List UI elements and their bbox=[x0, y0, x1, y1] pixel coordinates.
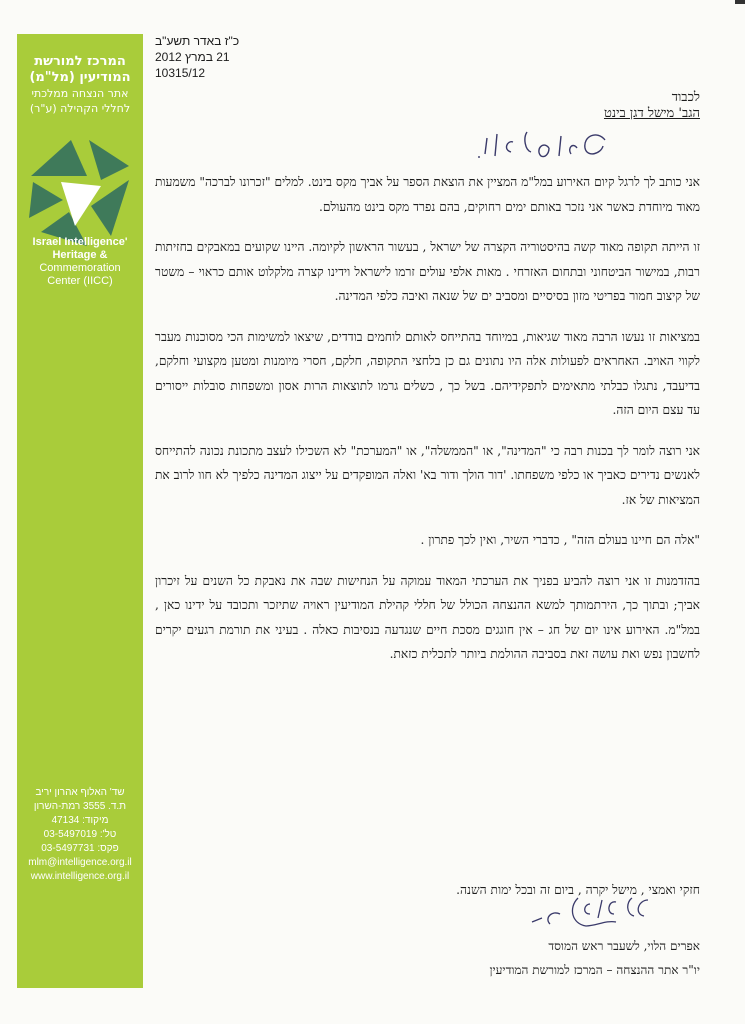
eng-line3: Commemoration bbox=[39, 262, 121, 274]
org-name-line1: המרכז למורשת bbox=[34, 54, 126, 69]
handwritten-salutation-icon bbox=[465, 118, 615, 168]
address-line1: שד' האלוף אהרון יריב bbox=[35, 787, 125, 798]
signer-block bbox=[300, 934, 700, 982]
org-subtitle-line2: לחללי הקהילה (ע"ר) bbox=[29, 102, 131, 115]
org-contact-details bbox=[21, 786, 139, 884]
signer-role: יו"ר אתר ההנצחה – המרכז למורשת המודיעין bbox=[489, 963, 700, 977]
scan-corner-mark bbox=[735, 0, 745, 4]
org-subtitle-line1: אתר הנצחה ממלכתי bbox=[31, 87, 129, 100]
phone-number: טל': 03-5497019 bbox=[43, 829, 117, 840]
email-address: mlm@intelligence.org.il bbox=[28, 857, 132, 868]
body-paragraph-2: זו הייתה תקופה מאוד קשה בהיסטוריה הקצרה של ישראל , בעשור הראשון לקיומה. היינו שקועים במאבקים בחזיתות רבות, במישור הביטחוני ובתחום האזרחי . מאות אלפי עולים זרמו לישראל וידינו קצרה מלקלוט אותם כראוי – משטר של קיצוב חמור בפריטי מזון בסיסיים ומסביב ים של שנאה ואיבה כלפי המדינה. bbox=[155, 240, 700, 303]
org-name-english bbox=[21, 236, 139, 288]
date-block bbox=[155, 33, 275, 81]
org-logo-icon bbox=[27, 136, 133, 252]
addressee-name: הגב' מישל דגן בינט bbox=[603, 106, 700, 121]
org-name-hebrew bbox=[21, 54, 139, 116]
signature-icon bbox=[520, 888, 660, 938]
website-url: www.intelligence.org.il bbox=[30, 871, 130, 882]
addressee-to: לכבוד bbox=[671, 90, 700, 105]
hebrew-date: כ"ז באדר תשע"ב bbox=[155, 34, 240, 48]
body-paragraph-5: "אלה הם חיינו בעולם הזה" , כדברי השיר, ואין לכך פתרון . bbox=[420, 533, 700, 547]
reference-number: 10315/12 bbox=[155, 66, 206, 80]
zip-code: מיקוד: 47134 bbox=[51, 815, 109, 826]
closing-line: חזקי ואמצי , מישל יקרה , ביום זה ובכל ימות השנה. bbox=[456, 883, 700, 897]
letter-body bbox=[155, 170, 700, 683]
eng-line4: Center (IICC) bbox=[47, 275, 113, 287]
body-paragraph-3: במציאות זו נעשו הרבה מאוד שגיאות, במיוחד בהתייחס לאותם לוחמים בודדים, שיצאו למשימות הכי מסוכנות מעבר לקווי האויב. האחראים לפעולות אלה היו נתונים גם כן בלחצי התקופה, חלקם, חסרי מיומנות ומטען מקצועי וחלקם, בדיעבד, נתגלו כבלתי מתאימים לתפקידיהם. בשל כך , כשלים גרמו לתוצאות הרות אסון ומשפחות סובלות ייסורים עד עצם היום הזה. bbox=[155, 329, 700, 417]
body-paragraph-4: אני רוצה לומר לך בכנות רבה כי "המדינה", או "הממשלה", או "המערכת" לא השכילו לעצב מתכונת נכונה להתייחס לאנשים נדירים כאביך או כלפי משפחתו. 'דור הולך ודור בא' ואלה המופקדים על ייצוג המדינה כלפיך לא חוו לרוב את המציאות של אז. bbox=[155, 443, 700, 507]
signer-name-title: אפרים הלוי, לשעבר ראש המוסד bbox=[548, 939, 700, 953]
fax-number: פקס: 03-5497731 bbox=[41, 843, 119, 854]
org-name-line2: המודיעין (מל"מ) bbox=[29, 70, 131, 85]
address-line2: ת.ד. 3555 רמת-השרון bbox=[33, 801, 127, 812]
letterhead-sidebar bbox=[17, 34, 143, 988]
eng-line2: Heritage & bbox=[52, 249, 108, 261]
gregorian-date: 21 במרץ 2012 bbox=[155, 50, 230, 64]
eng-line1: Israel Intelligence' bbox=[32, 236, 128, 248]
body-paragraph-1: אני כותב לך לרגל קיום האירוע במל"מ המציין את הוצאת הספר על אביך מקס בינט. למלים "זכרונו לברכה" משמעות מאוד מיוחדת כאשר אני נזכר באותם ימים רחוקים, בהם נפרד מקס בינט מהעולם. bbox=[155, 175, 700, 214]
body-paragraph-6: בהזדמנות זו אני רוצה להביע בפניך את הערכתי המאוד עמוקה על הנחישות שבה את נאבקת כל השנים על זיכרון אביך; ובתוך כך, הירתמותך למשא ההנצחה הכולל של חללי קהילת המודיעין ראויה שתיזכר ותכובד על ידינו כאן , במל"מ. האירוע אינו יום של חג – אין חוגגים מסכת חיים שנגדעה בנסיבות כאלה . בעיני את תורמת רגעים יקרים לחשבון נפש ואת עושה זאת בסביבה ההולמת ביותר לתכלית כזאת. bbox=[155, 573, 700, 661]
